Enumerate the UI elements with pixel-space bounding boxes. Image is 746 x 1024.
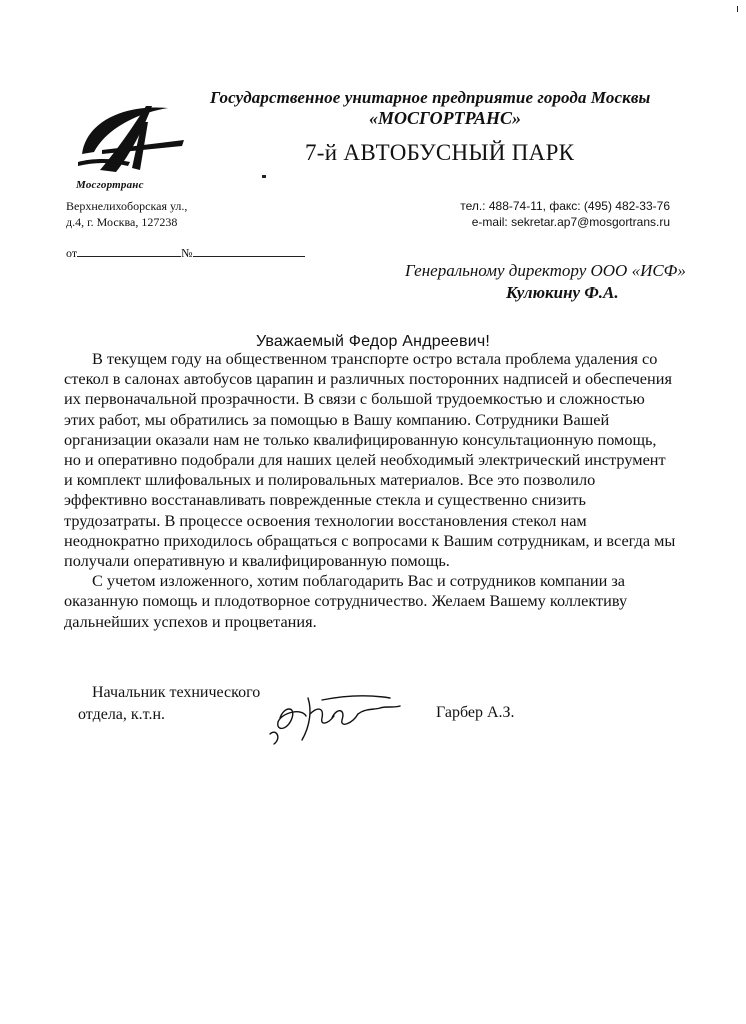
address-line: Верхнелихоборская ул., (66, 199, 188, 213)
signatory-title (78, 682, 261, 726)
ref-number-label: № (181, 246, 193, 260)
ref-date-blank (77, 246, 181, 257)
organization-name: Государственное унитарное предприятие города Москвы (210, 88, 651, 107)
ref-number-blank (193, 246, 305, 257)
phone-fax-line: тел.: 488-74-11, факс: (495) 482-33-76 (460, 199, 670, 213)
organization-short-name: «МОСГОРТРАНС» (368, 108, 522, 128)
scan-speck (262, 175, 266, 178)
salutation: Уважаемый Федор Андреевич! (255, 333, 491, 350)
sender-contacts (430, 198, 670, 230)
letter-body (64, 349, 676, 632)
letter-paragraph: С учетом изложенного, хотим поблагодарить Вас и сотрудников компании за оказанную помощь и плодотворное сотрудничество. Желаем Вашему коллективу дальнейших успехов и процветания. (64, 571, 628, 631)
mosgortrans-logo (72, 92, 192, 188)
ref-date-label: от (66, 246, 78, 260)
park-title: 7-й АВТОБУСНЫЙ ПАРК (305, 140, 575, 165)
email-line: e-mail: sekretar.ap7@mosgortrans.ru (471, 215, 670, 229)
letter-paragraph: В текущем году на общественном транспорте остро встала проблема удаления со стекол в салонах автобусов царапин и различных посторонних надписей и обеспечения их первоначальной прозрачности. В связи с большой трудоемкостью и сложностью этих работ, мы обратились за помощью в Вашу компанию. Сотрудники Вашей организации оказали нам не только квалифицированную консультационную помощь, но и оперативно подобрали для наших целей необходимый электрический инструмент и комплект шлифовальных и полировальных материалов. Все это позволило эффективно восстанавливать поврежденные стекла и существенно снизить трудозатраты. В процессе освоения технологии восстановления стекол нам неоднократно приходилось обращаться с вопросами к Вашим сотрудникам, и всегда мы получали оперативную и квалифицированную помощь. (64, 349, 676, 571)
signatory-name: Гарбер А.З. (436, 704, 515, 721)
signatory-title-line: отдела, к.т.н. (78, 706, 166, 723)
sender-address (66, 198, 187, 230)
address-line: д.4, г. Москва, 127238 (66, 215, 178, 229)
scan-speck (737, 6, 738, 12)
addressee-name: Кулюкину Ф.А. (506, 283, 619, 302)
signatory-title-line: Начальник технического (92, 684, 261, 701)
logo-caption: Мосгортранс (76, 179, 144, 191)
reference-line (66, 246, 305, 261)
handwritten-signature (262, 678, 412, 750)
addressee-position: Генеральному директору ООО «ИСФ» (405, 261, 686, 280)
